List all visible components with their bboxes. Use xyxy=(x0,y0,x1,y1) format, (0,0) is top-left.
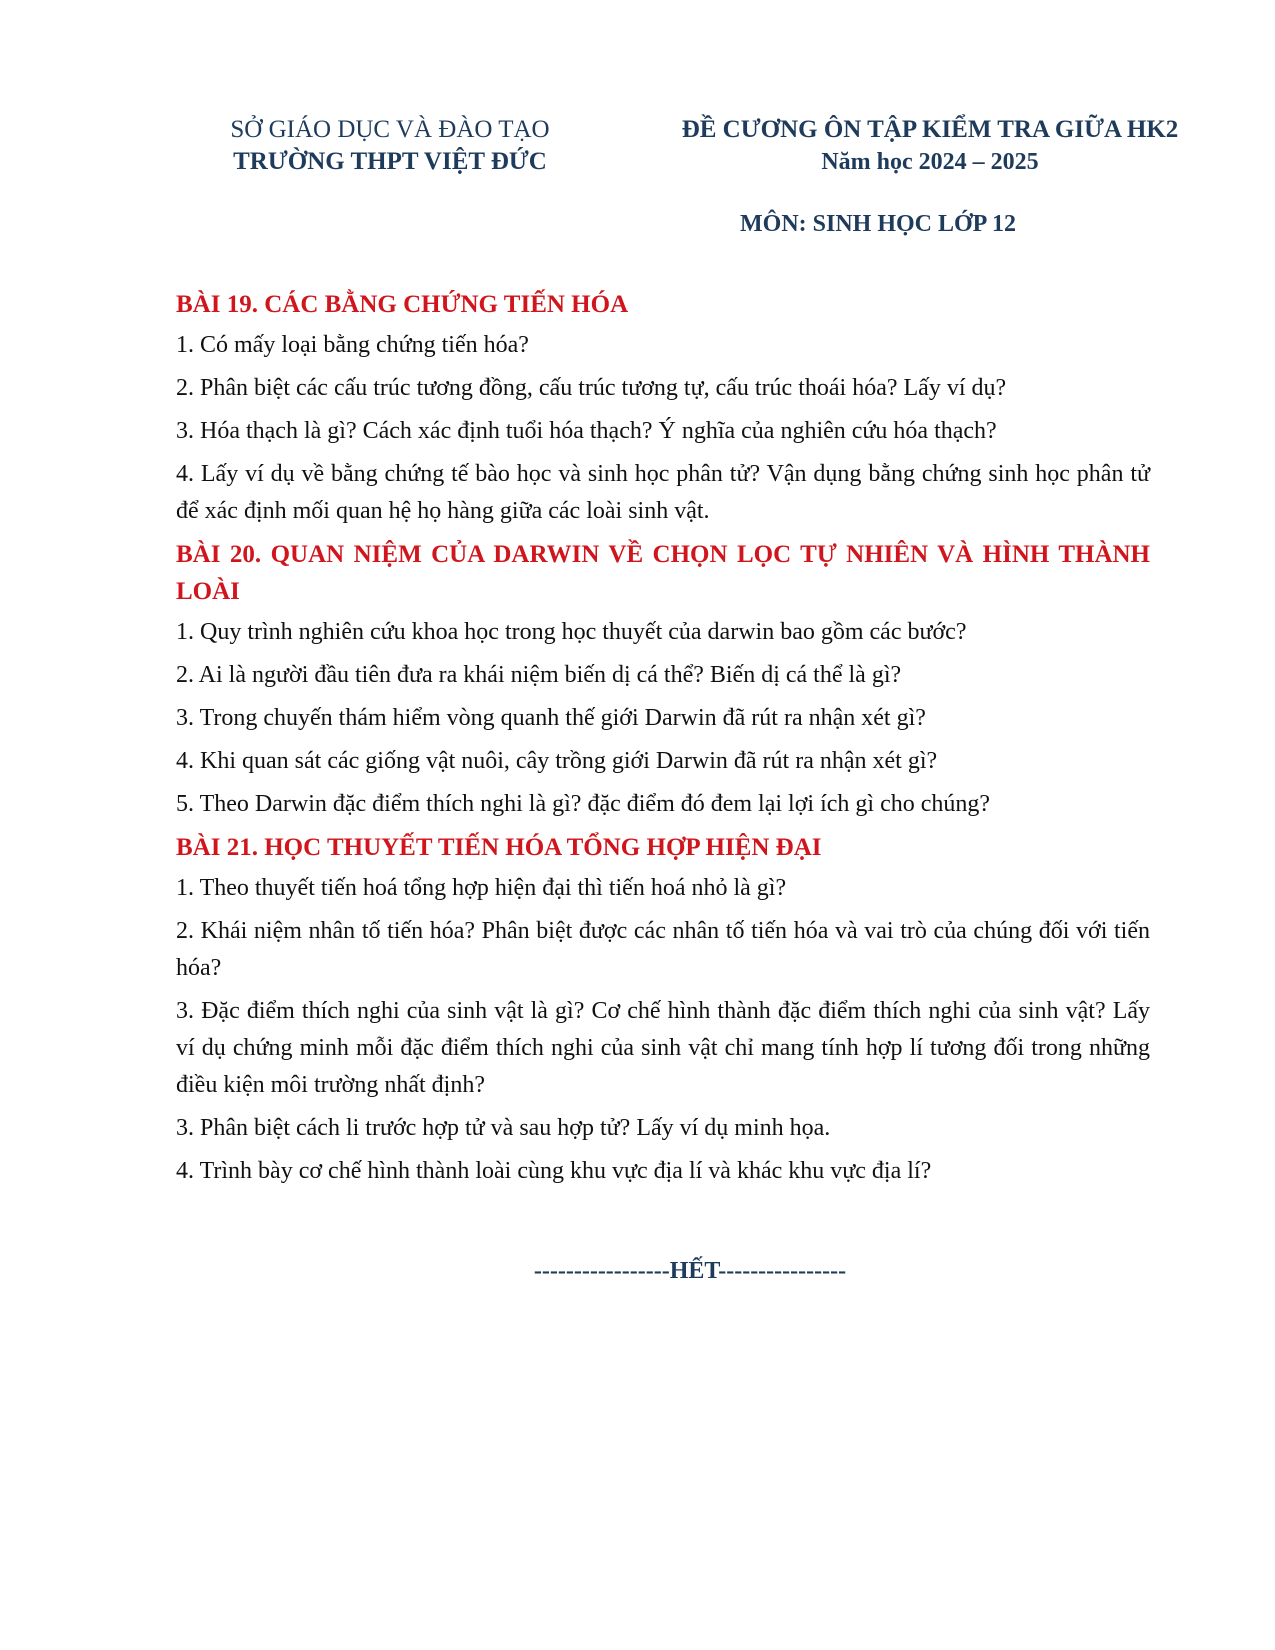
subject-line: MÔN: SINH HỌC LỚP 12 xyxy=(740,211,1017,237)
header-right xyxy=(650,114,1210,178)
question: 3. Trong chuyến thám hiểm vòng quanh thế giới Darwin đã rút ra nhận xét gì? xyxy=(176,705,926,731)
question: 2. Ai là người đầu tiên đưa ra khái niệm biến dị cá thể? Biến dị cá thể là gì? xyxy=(176,662,902,688)
header-left xyxy=(200,114,580,178)
section-title: BÀI 19. CÁC BẰNG CHỨNG TIẾN HÓA xyxy=(176,291,629,318)
section-title: BÀI 21. HỌC THUYẾT TIẾN HÓA TỔNG HỢP HIỆN ĐẠI xyxy=(176,834,822,861)
document-content xyxy=(176,286,1150,1196)
question: 2. Khái niệm nhân tố tiến hóa? Phân biệt được các nhân tố tiến hóa và vai trò của chúng đối với tiến hóa? xyxy=(176,918,1150,981)
question: 1. Quy trình nghiên cứu khoa học trong học thuyết của darwin bao gồm các bước? xyxy=(176,619,967,645)
question: 1. Có mấy loại bằng chứng tiến hóa? xyxy=(176,332,529,358)
question: 2. Phân biệt các cấu trúc tương đồng, cấu trúc tương tự, cấu trúc thoái hóa? Lấy ví dụ? xyxy=(176,375,1007,401)
question: 4. Khi quan sát các giống vật nuôi, cây trồng giới Darwin đã rút ra nhận xét gì? xyxy=(176,748,938,774)
department-name: SỞ GIÁO DỤC VÀ ĐÀO TẠO xyxy=(230,116,550,143)
school-name: TRƯỜNG THPT VIỆT ĐỨC xyxy=(233,148,547,175)
question: 3. Phân biệt cách li trước hợp tử và sau hợp tử? Lấy ví dụ minh họa. xyxy=(176,1115,831,1141)
document-title: ĐỀ CƯƠNG ÔN TẬP KIỂM TRA GIỮA HK2 xyxy=(681,116,1179,143)
question: 4. Lấy ví dụ về bằng chứng tế bào học và sinh học phân tử? Vận dụng bằng chứng sinh học phân tử để xác định mối quan hệ họ hàng giữa các loài sinh vật. xyxy=(176,461,1150,524)
question: 3. Đặc điểm thích nghi của sinh vật là gì? Cơ chế hình thành đặc điểm thích nghi của sinh vật? Lấy ví dụ chứng minh mỗi đặc điểm thích nghi của sinh vật chỉ mang tính hợp lí tương đối trong những điều kiện môi trường nhất định? xyxy=(176,998,1150,1098)
question: 5. Theo Darwin đặc điểm thích nghi là gì? đặc điểm đó đem lại lợi ích gì cho chúng? xyxy=(176,791,991,817)
question: 4. Trình bày cơ chế hình thành loài cùng khu vực địa lí và khác khu vực địa lí? xyxy=(176,1158,932,1184)
question: 1. Theo thuyết tiến hoá tổng hợp hiện đại thì tiến hoá nhỏ là gì? xyxy=(176,875,787,901)
school-year: Năm học 2024 – 2025 xyxy=(821,149,1039,175)
question: 3. Hóa thạch là gì? Cách xác định tuổi hóa thạch? Ý nghĩa của nghiên cứu hóa thạch? xyxy=(176,418,997,444)
end-marker: -----------------HẾT---------------- xyxy=(533,1258,847,1284)
section-title: BÀI 20. QUAN NIỆM CỦA DARWIN VỀ CHỌN LỌC TỰ NHIÊN VÀ HÌNH THÀNH LOÀI xyxy=(176,541,1150,605)
